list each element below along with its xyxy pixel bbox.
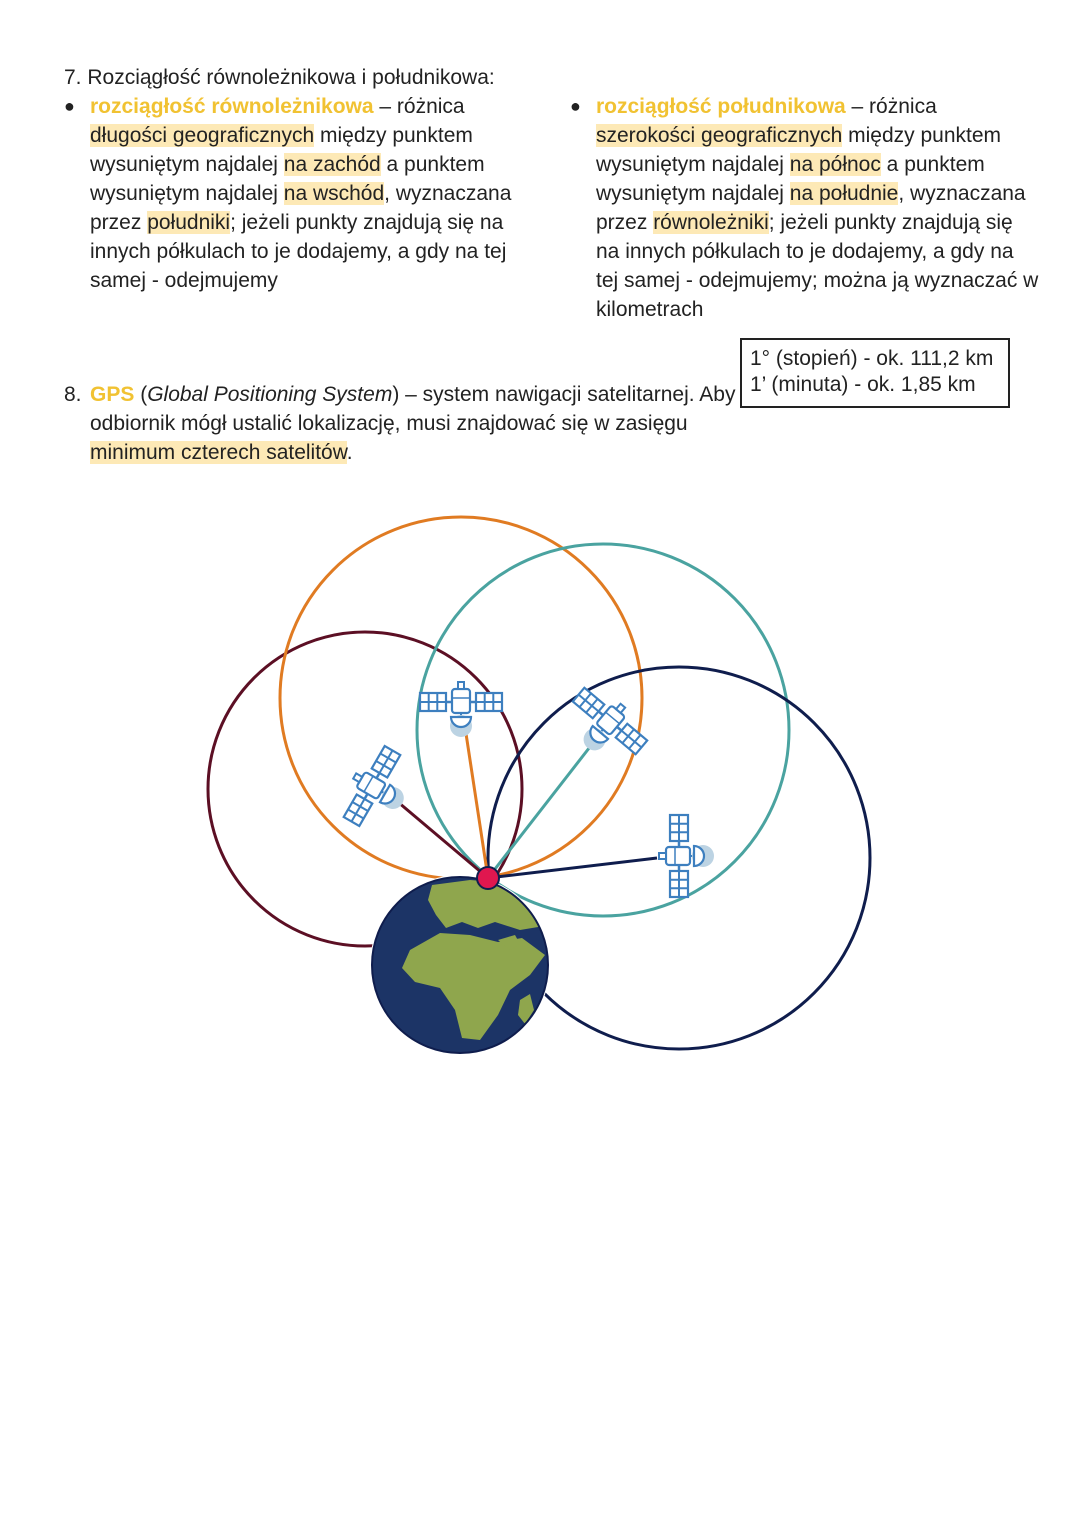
term-longitudinal-extent: rozciągłość południkowa xyxy=(596,95,846,118)
satellite-icon xyxy=(334,740,423,839)
highlight-parallels: równoleżniki xyxy=(653,211,769,234)
highlight-four-satellites: minimum czterech satelitów xyxy=(90,441,347,464)
minute-conversion: 1’ (minuta) - ok. 1,85 km xyxy=(750,373,976,396)
highlight-south: na południe xyxy=(789,182,899,205)
term-latitudinal-extent: rozciągłość równoleżnikowa xyxy=(90,95,374,118)
gps-trilateration-diagram xyxy=(200,505,880,1065)
text-fragment: a punktem wysuniętym najdalej xyxy=(596,153,985,205)
text-fragment: między punktem wysuniętym najdalej xyxy=(90,124,473,176)
highlight-west: na zachód xyxy=(283,153,381,176)
gps-full-name: Global Positioning System xyxy=(147,383,393,406)
text-fragment: ( xyxy=(134,383,148,406)
text-fragment: . xyxy=(346,441,353,464)
text-fragment: – różnica xyxy=(845,95,937,118)
section-7-number: 7. xyxy=(64,66,82,89)
text-fragment: , wyznaczana przez xyxy=(596,182,1026,234)
section-8-number: 8. xyxy=(64,383,82,406)
signal-line-satellite-2 xyxy=(465,727,488,878)
signal-line-satellite-3 xyxy=(488,743,593,878)
highlight-longitude: długości geograficznych xyxy=(90,124,315,147)
section-7-title: Rozciągłość równoleżnikowa i południkowa: xyxy=(87,66,495,89)
text-fragment: a punktem wysuniętym najdalej xyxy=(90,153,485,205)
satellite-icon xyxy=(420,682,502,737)
signal-line-satellite-4 xyxy=(488,858,657,878)
latitudinal-extent-item xyxy=(64,92,534,295)
highlight-latitude: szerokości geograficznych xyxy=(596,124,843,147)
degree-conversion: 1° (stopień) - ok. 111,2 km xyxy=(750,347,994,370)
earth-globe xyxy=(370,875,550,1055)
text-fragment: ; jeżeli punkty znajdują się na innych półkulach to je dodajemy, a gdy na tej samej - odejmujemy xyxy=(90,211,507,292)
gps-receiver-point xyxy=(477,867,499,889)
signal-line-satellite-1 xyxy=(392,797,488,878)
bullet-icon: ● xyxy=(570,96,581,116)
highlight-meridians: południki xyxy=(147,211,231,234)
bullet-icon: ● xyxy=(64,96,75,116)
term-gps: GPS xyxy=(90,383,135,406)
highlight-east: na wschód xyxy=(283,182,385,205)
text-fragment: , wyznaczana przez xyxy=(90,182,512,234)
text-fragment: – różnica xyxy=(373,95,465,118)
highlight-north: na północ xyxy=(789,153,881,176)
text-fragment: ) – system nawigacji satelitarnej. Aby odbiornik mógł ustalić lokalizację, musi znajdować się w zasięgu xyxy=(90,383,736,435)
text-fragment: między punktem wysuniętym najdalej xyxy=(596,124,1002,176)
section-8-gps xyxy=(64,380,744,467)
degree-conversion-box xyxy=(740,338,1010,408)
section-7-heading xyxy=(64,63,495,92)
text-fragment: ; jeżeli punkty znajdują się na innych półkulach to je dodajemy, a gdy na tej samej - odejmujemy; można ją wyznaczać w kilometrach xyxy=(596,211,1039,321)
longitudinal-extent-item xyxy=(570,92,1040,324)
